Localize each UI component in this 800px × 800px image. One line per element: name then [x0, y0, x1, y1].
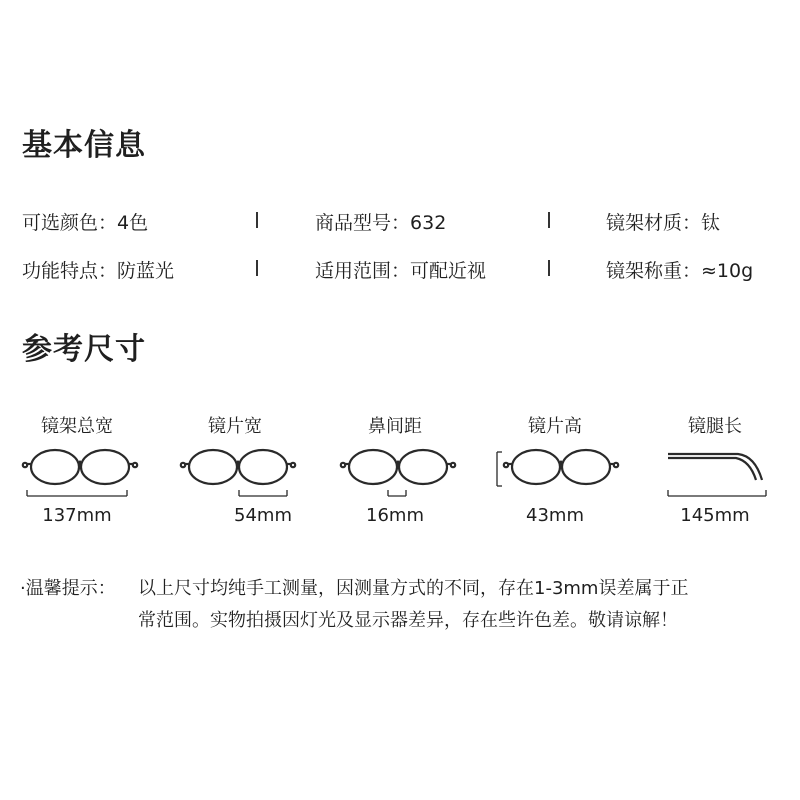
- info-label: 功能特点：: [22, 260, 118, 282]
- size-label: 镜片宽: [208, 416, 262, 437]
- info-value: 4色: [117, 212, 149, 234]
- info-item-model: [315, 208, 446, 235]
- info-value: 632: [410, 212, 447, 234]
- lens-width-icon: [158, 440, 318, 510]
- size-label: 镜架总宽: [41, 416, 113, 437]
- info-value: ≈10g: [701, 260, 754, 282]
- notice-line: 以上尺寸均纯手工测量，因测量方式的不同，存在1-3mm误差属于正: [138, 578, 689, 599]
- divider: [256, 212, 258, 228]
- info-label: 镜架称重：: [606, 260, 702, 282]
- size-label: 镜腿长: [688, 416, 742, 437]
- bridge-width-icon: [318, 440, 478, 510]
- info-item-color: [22, 208, 148, 235]
- notice-line: 常范围。实物拍摄因灯光及显示器差异，存在些许色差。敬请谅解！: [138, 610, 678, 631]
- size-value: 43mm: [526, 505, 584, 526]
- size-reference-title: 参考尺寸: [22, 332, 146, 367]
- info-item-weight: [606, 256, 753, 283]
- divider: [548, 212, 550, 228]
- size-value: 54mm: [234, 505, 292, 526]
- glasses-total-width-icon: [0, 440, 160, 510]
- info-value: 防蓝光: [117, 260, 175, 282]
- info-label: 镜架材质：: [606, 212, 702, 234]
- info-item-material: [606, 208, 720, 235]
- info-label: 适用范围：: [315, 260, 411, 282]
- info-label: 可选颜色：: [22, 212, 118, 234]
- size-value: 16mm: [366, 505, 424, 526]
- info-value: 可配近视: [410, 260, 487, 282]
- info-label: 商品型号：: [315, 212, 411, 234]
- size-value: 137mm: [42, 505, 112, 526]
- info-value: 钛: [701, 212, 721, 234]
- divider: [548, 260, 550, 276]
- size-value: 145mm: [680, 505, 750, 526]
- divider: [256, 260, 258, 276]
- notice-label: ·温馨提示：: [20, 578, 116, 599]
- temple-length-icon: [640, 440, 800, 510]
- basic-info-title: 基本信息: [22, 128, 146, 163]
- lens-height-icon: [480, 440, 640, 510]
- size-label: 镜片高: [528, 416, 582, 437]
- info-item-scope: [315, 256, 486, 283]
- info-item-feature: [22, 256, 174, 283]
- size-label: 鼻间距: [368, 416, 422, 437]
